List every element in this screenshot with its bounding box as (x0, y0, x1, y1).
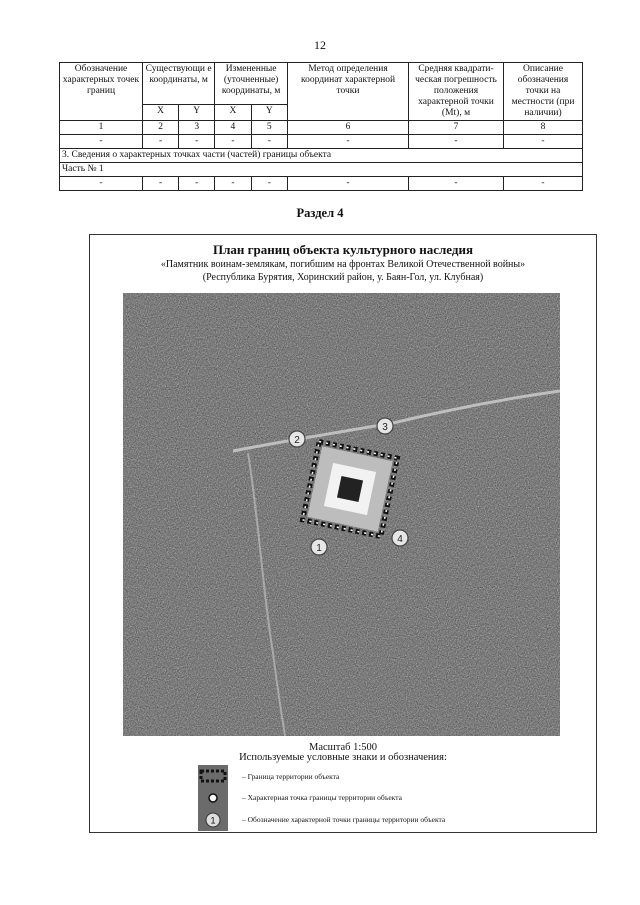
legend-item-label: – Обозначение характерной точки границы территории объекта (242, 815, 446, 824)
point-marker-4 (392, 530, 408, 546)
sub-y: Y (179, 104, 215, 120)
legend-title: Используемые условные знаки и обозначения: (239, 752, 447, 763)
table-cell: - (504, 177, 583, 191)
header-point-designation: Обозначение характерных точек границ (60, 63, 143, 121)
header-method: Метод определения координат характерной точки (288, 63, 409, 121)
section-title: Раздел 4 (296, 206, 344, 220)
table-cell: - (409, 177, 504, 191)
point-label: 4 (397, 534, 403, 545)
table-cell: - (288, 177, 409, 191)
point-label: 3 (382, 422, 388, 433)
col-number: 5 (251, 121, 287, 135)
legend-label-swatch (198, 809, 228, 831)
col-number: 8 (504, 121, 583, 135)
table-number-row (60, 121, 583, 135)
part-row (60, 163, 583, 177)
page-number: 12 (314, 38, 326, 52)
legend-item-point: – Характерная точка границы территории объекта (242, 793, 402, 802)
table-cell: - (143, 135, 179, 149)
sub-x: X (215, 104, 251, 120)
table-cell: - (288, 135, 409, 149)
legend-point-swatch (198, 787, 228, 809)
table-cell: - (251, 177, 287, 191)
plan-title: План границ объекта культурного наследия (213, 242, 473, 257)
section-row-text: 3. Сведения о характерных точках части (частей) границы объекта (60, 149, 583, 163)
section-row (60, 149, 583, 163)
header-description: Описание обозначения точки на местности (при наличии) (504, 63, 583, 121)
legend-sample-number: 1 (210, 815, 216, 826)
point-marker-3 (377, 418, 393, 434)
table-cell: - (179, 177, 215, 191)
plan-subtitle: «Памятник воинам-землякам, погибшим на фронтах Великой Отечественной войны» (160, 259, 526, 270)
sub-y: Y (251, 104, 287, 120)
col-number: 4 (215, 121, 251, 135)
table-cell: - (251, 135, 287, 149)
header-rms-error: Средняя квадрати-ческая погрешность положения характерной точки (Mt), м (409, 63, 504, 121)
col-number: 3 (179, 121, 215, 135)
table-cell: - (409, 135, 504, 149)
table-cell: - (179, 135, 215, 149)
map-scale: Масштаб 1:500 (308, 742, 377, 753)
table-cell: - (60, 177, 143, 191)
table-cell: - (143, 177, 179, 191)
plan-location: (Республика Бурятия, Хоринский район, у. Баян-Гол, ул. Клубная) (202, 272, 484, 283)
aerial-map (123, 293, 560, 736)
coordinates-table (59, 62, 583, 191)
table-row (60, 135, 583, 149)
legend-item-boundary: – Граница территории объекта (242, 772, 340, 781)
table-cell: - (215, 177, 251, 191)
point-label: 2 (294, 435, 300, 446)
col-number: 2 (143, 121, 179, 135)
table-row (60, 177, 583, 191)
col-number: 6 (288, 121, 409, 135)
point-marker-1 (311, 539, 327, 555)
table-cell: - (215, 135, 251, 149)
table-header-row (60, 63, 583, 105)
part-row-text: Часть № 1 (60, 163, 583, 177)
point-marker-2 (289, 431, 305, 447)
table-cell: - (60, 135, 143, 149)
monument (337, 476, 363, 502)
map-svg (123, 293, 560, 736)
header-existing-coords: Существующи е координаты, м (143, 63, 215, 105)
sub-x: X (143, 104, 179, 120)
table-cell: - (504, 135, 583, 149)
point-label: 1 (316, 543, 322, 554)
col-number: 7 (409, 121, 504, 135)
legend-boundary-swatch (198, 765, 228, 787)
col-number: 1 (60, 121, 143, 135)
header-changed-coords: Измененные (уточненные) координаты, м (215, 63, 288, 105)
boundary-plan (89, 234, 597, 833)
